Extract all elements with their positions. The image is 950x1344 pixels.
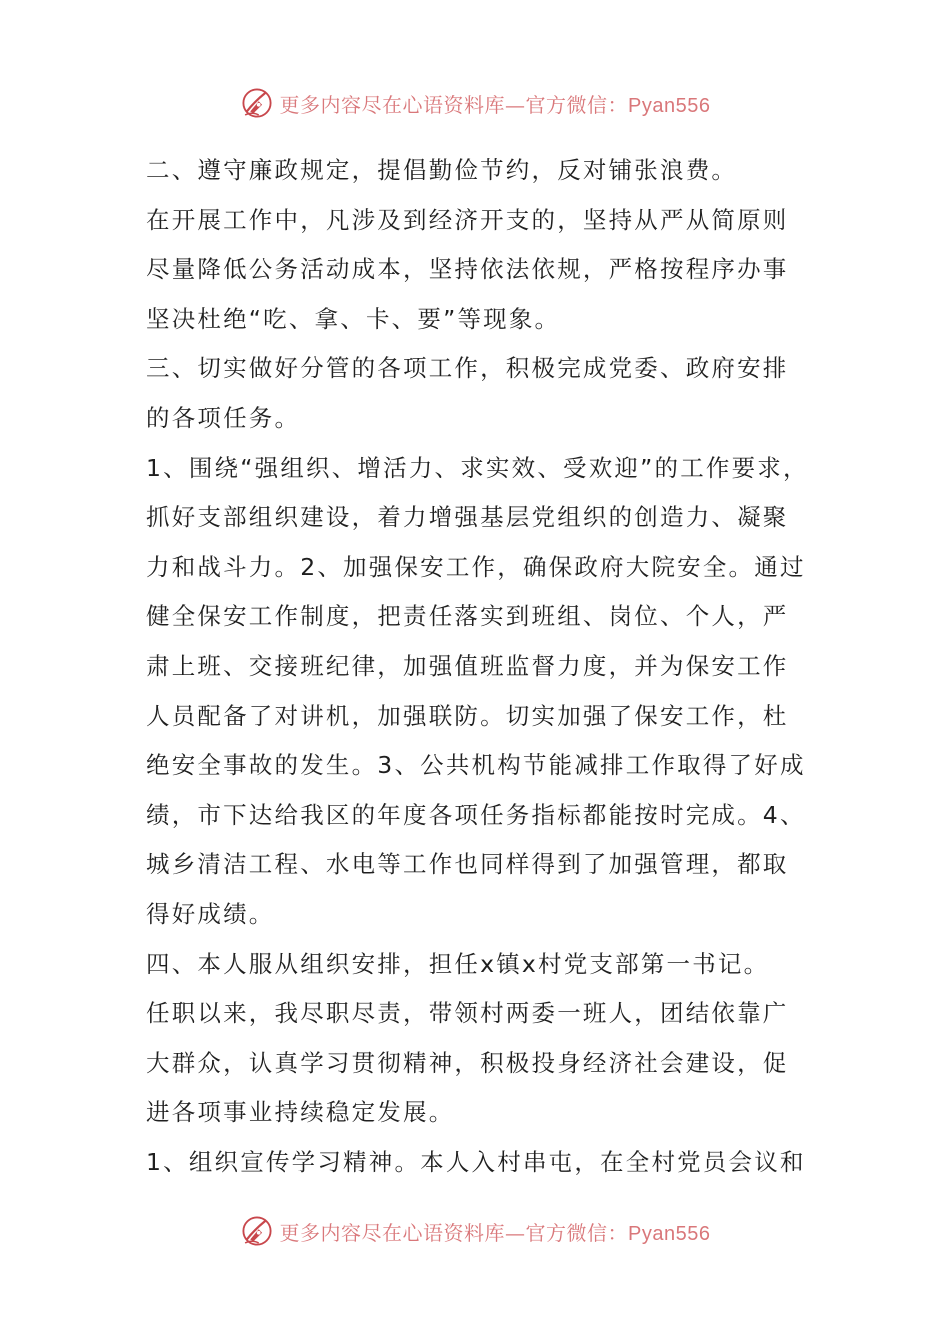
text-line: 进各项事业持续稳定发展。 — [146, 1098, 455, 1127]
header-watermark — [0, 80, 950, 126]
text-line: 的各项任务。 — [146, 403, 301, 432]
text-line: 尽量降低公务活动成本，坚持依法依规，严格按程序办事 — [146, 255, 789, 284]
document-body — [146, 146, 826, 1187]
text-line: 任职以来，我尽职尽责，带领村两委一班人，团结依靠广 — [146, 999, 789, 1028]
footer-wechat-id: Pyan556 — [628, 1222, 711, 1245]
text-line: 力和战斗力。2、加强保安工作，确保政府大院安全。通过 — [146, 552, 806, 581]
text-line: 抓好支部组织建设，着力增强基层党组织的创造力、凝聚 — [146, 503, 789, 532]
text-line: 1、组织宣传学习精神。本人入村串屯，在全村党员会议和 — [146, 1147, 806, 1176]
text-line: 在开展工作中，凡涉及到经济开支的，坚持从严从简原则 — [146, 205, 789, 234]
text-line: 城乡清洁工程、水电等工作也同样得到了加强管理，都取 — [146, 850, 789, 879]
text-line: 健全保安工作制度，把责任落实到班组、岗位、个人，严 — [146, 602, 789, 631]
header-watermark-text: 更多内容尽在心语资料库—官方微信：Pyan556 — [279, 92, 711, 117]
footer-watermark-text: 更多内容尽在心语资料库—官方微信：Pyan556 — [279, 1220, 711, 1245]
text-line: 肃上班、交接班纪律，加强值班监督力度，并为保安工作 — [146, 651, 789, 680]
footer-watermark-inner — [240, 1214, 711, 1248]
footer-watermark — [0, 1208, 950, 1254]
pen-nib-seal-icon — [240, 86, 274, 120]
text-line: 三、切实做好分管的各项工作，积极完成党委、政府安排 — [146, 354, 789, 383]
text-line: 大群众，认真学习贯彻精神，积极投身经济社会建设，促 — [146, 1048, 789, 1077]
text-line: 得好成绩。 — [146, 899, 275, 928]
text-line: 绝安全事故的发生。3、公共机构节能减排工作取得了好成 — [146, 751, 806, 780]
text-line: 坚决杜绝“吃、拿、卡、要”等现象。 — [146, 304, 561, 333]
text-line: 二、遵守廉政规定，提倡勤俭节约，反对铺张浪费。 — [146, 156, 738, 184]
text-line: 四、本人服从组织安排，担任x镇x村党支部第一书记。 — [146, 949, 770, 978]
header-wechat-id: Pyan556 — [628, 94, 711, 117]
header-watermark-inner — [240, 86, 711, 120]
text-line: 绩，市下达给我区的年度各项任务指标都能按时完成。4、 — [146, 800, 806, 829]
text-line: 1、围绕“强组织、增活力、求实效、受欢迎”的工作要求， — [146, 453, 809, 482]
text-line: 人员配备了对讲机，加强联防。切实加强了保安工作，杜 — [146, 701, 789, 730]
pen-nib-seal-icon — [240, 1214, 274, 1248]
